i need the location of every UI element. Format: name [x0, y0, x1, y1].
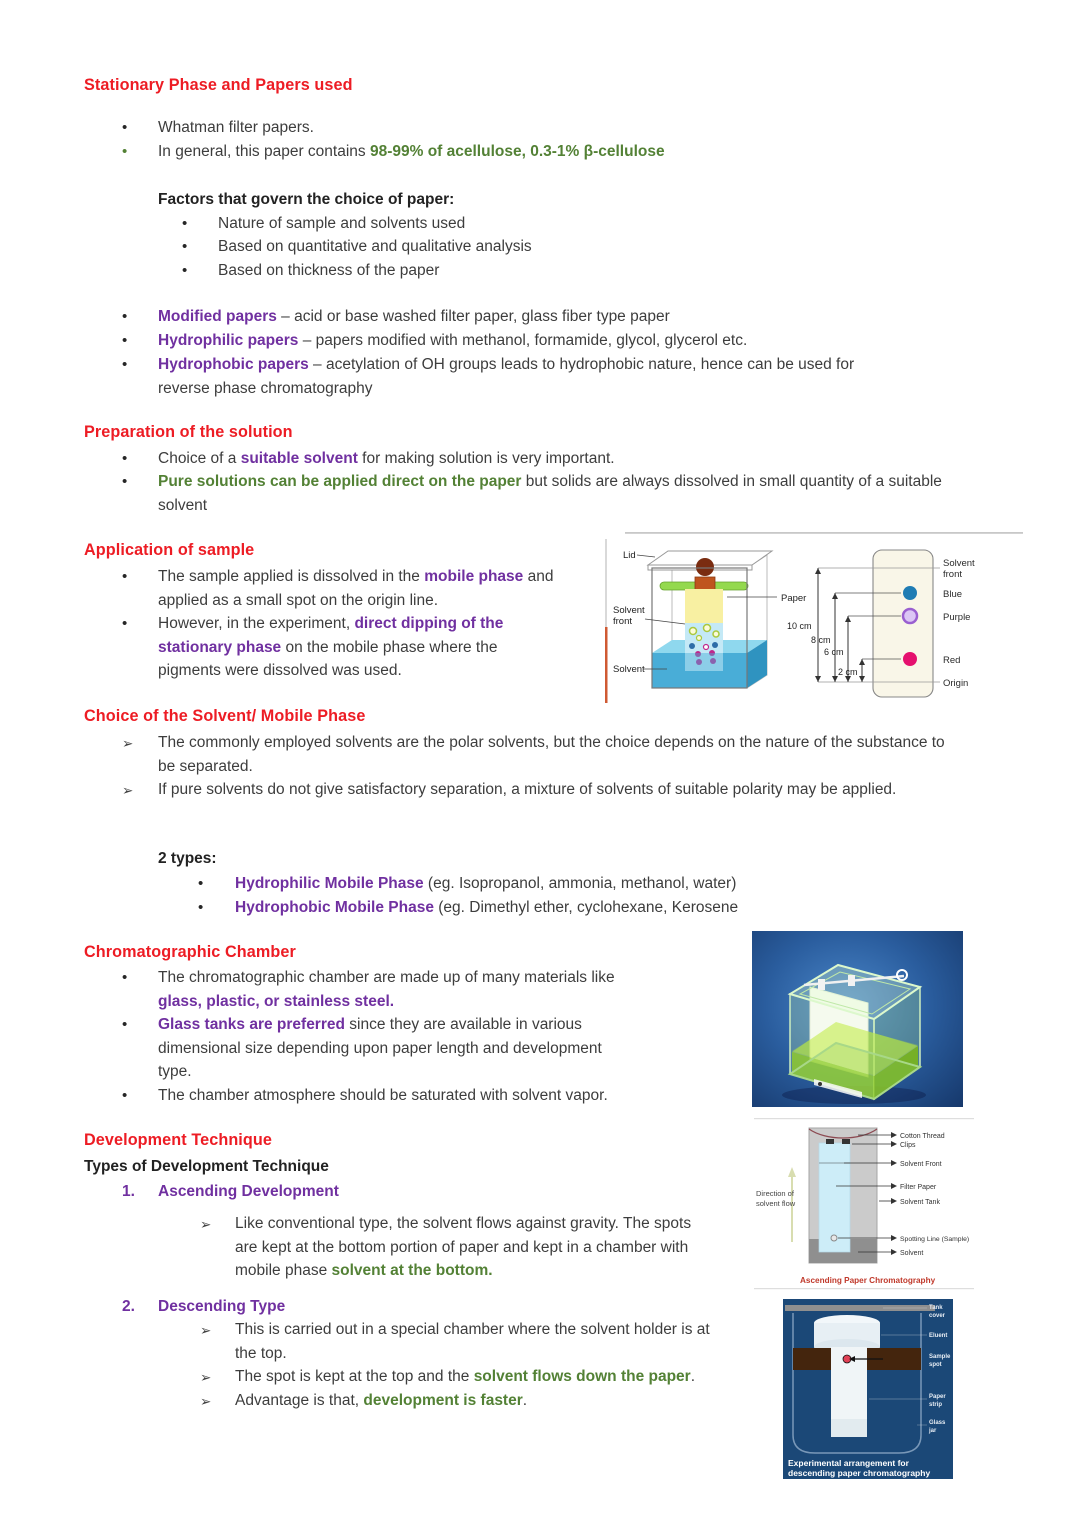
list-item	[122, 1084, 782, 1108]
dim-8cm: 8 cm	[811, 635, 831, 645]
bullet-icon: •	[182, 262, 188, 279]
highlight-purple: Hydrophobic Mobile Phase	[235, 899, 434, 916]
list-item-text: The commonly employed solvents are the polar solvents, but the choice depends on the nature of the substance to be separated.	[158, 734, 945, 775]
list-item-text: If pure solvents do not give satisfactory separation, a mixture of solvents of suitable polarity may be applied.	[158, 781, 897, 798]
text-run: for making solution is very important.	[357, 450, 615, 467]
highlight-purple: Hydrophobic papers	[158, 356, 309, 373]
arrow-bullet-icon: ➢	[122, 736, 134, 751]
list-item	[122, 612, 558, 683]
label-solvent: Solvent	[613, 664, 645, 675]
list-item	[122, 778, 968, 803]
dim-2cm: 2 cm	[838, 667, 858, 677]
label-direction-2: solvent flow	[756, 1199, 796, 1208]
section-title-chromatographic-chamber: Chromatographic Chamber	[84, 943, 296, 961]
numbered-item	[122, 1180, 622, 1204]
dim-6cm: 6 cm	[824, 647, 844, 657]
list-item-text	[235, 1212, 705, 1283]
highlight-green: 98-99% of acellulose, 0.3-1% β-cellulose	[369, 143, 665, 160]
descending-caption-1: Experimental arrangement for	[788, 1458, 909, 1468]
list-item-text	[158, 470, 958, 517]
list-item	[122, 470, 958, 517]
arrow-bullet-icon: ➢	[200, 1394, 212, 1409]
bullet-icon: •	[182, 215, 188, 232]
highlight-green: solvent flows down the paper	[473, 1368, 691, 1385]
label-clips: Clips	[900, 1142, 916, 1149]
bullet-icon: •	[198, 875, 204, 892]
figure-descending-chromatography	[783, 1299, 953, 1479]
list-item	[122, 447, 982, 471]
text-run: Choice of a	[158, 450, 241, 467]
list-item-text: Based on quantitative and qualitative analysis	[218, 238, 532, 255]
arrow-bullet-icon: ➢	[122, 783, 134, 798]
bullet-icon: •	[182, 238, 188, 255]
text-run: (eg. Dimethyl ether, cyclohexane, Kerosene	[433, 899, 739, 916]
text-run: Like conventional type, the solvent flows against gravity. The spots are kept at the bottom portion of paper and kept in a chamber with mobile phase	[235, 1215, 692, 1280]
highlight-purple: Hydrophilic papers	[158, 332, 299, 349]
label-glass-jar-2: jar	[929, 1428, 937, 1434]
list-item	[122, 731, 968, 778]
numbered-item-label: Ascending Development	[158, 1183, 339, 1200]
text-run: .	[690, 1368, 696, 1385]
text-run: and applied as a small spot on the origin line.	[158, 568, 554, 609]
list-item	[200, 1212, 708, 1283]
dim-10cm: 10 cm	[787, 621, 812, 631]
label-paper: Paper	[781, 593, 807, 604]
label-direction-1: Direction of	[756, 1189, 794, 1198]
list-item	[198, 896, 938, 920]
highlight-green: development is faster	[363, 1392, 523, 1409]
label-blue: Blue	[943, 589, 963, 600]
arrow-bullet-icon: ➢	[200, 1370, 212, 1385]
list-item-text	[158, 966, 638, 1013]
label-eluent: Eluent	[929, 1333, 948, 1339]
text-run: – acetylation of OH groups leads to hydrophobic nature, hence can be used for reverse phase chromatography	[158, 356, 855, 397]
label-cotton-thread: Cotton Thread	[900, 1133, 945, 1140]
text-run: The sample applied is dissolved in the	[158, 568, 425, 585]
item-number: 1.	[122, 1183, 135, 1200]
list-item	[182, 212, 982, 236]
arrow-bullet-icon: ➢	[200, 1323, 212, 1338]
section-title-development-technique: Development Technique	[84, 1131, 272, 1149]
list-item	[200, 1365, 800, 1390]
list-item	[200, 1389, 800, 1414]
list-item	[122, 329, 898, 353]
list-item	[122, 140, 1022, 164]
list-item-text: The chamber atmosphere should be saturated with solvent vapor.	[158, 1087, 608, 1104]
descending-diagram-svg	[783, 1299, 953, 1479]
text-run: – acid or base washed filter paper, glass fiber type paper	[276, 308, 670, 325]
list-item-text	[158, 140, 1022, 164]
list-item-text	[235, 1389, 800, 1413]
highlight-purple: direct dipping of the stationary phase	[158, 615, 504, 656]
label-solvent: Solvent	[900, 1250, 924, 1257]
text-run: but solids are always dissolved in small quantity of a suitable solvent	[158, 473, 942, 514]
section-title-stationary-phase: Stationary Phase and Papers used	[84, 76, 353, 94]
bullet-icon: •	[122, 143, 128, 160]
text-run: – papers modified with methanol, formamide, glycol, glycerol etc.	[298, 332, 748, 349]
numbered-item-label: Descending Type	[158, 1298, 286, 1315]
highlight-purple: Modified papers	[158, 308, 277, 325]
label-paper-strip-1: Paper	[929, 1394, 946, 1400]
label-spotting-line: Spotting Line (Sample)	[900, 1236, 970, 1243]
figure-chromatography-diagram	[605, 531, 1030, 707]
label-solvent-tank: Solvent Tank	[900, 1199, 940, 1206]
figure-ascending-chromatography	[748, 1117, 980, 1291]
list-item	[182, 235, 982, 259]
list-item-text	[158, 565, 558, 612]
list-item-text	[158, 447, 982, 471]
bullet-icon: •	[122, 1087, 128, 1104]
list-item-text: This is carried out in a special chamber where the solvent holder is at the top.	[235, 1321, 710, 1362]
label-red: Red	[943, 655, 961, 666]
bullet-icon: •	[122, 473, 128, 490]
ascending-caption: Ascending Paper Chromatography	[800, 1276, 936, 1285]
label-solvent-front-2: front	[613, 616, 633, 627]
list-item-text	[158, 305, 898, 329]
list-item-text	[158, 329, 898, 353]
label-strip-solvent-front-2: front	[943, 569, 963, 580]
list-item	[122, 966, 642, 1013]
text-run: (eg. Isopropanol, ammonia, methanol, water)	[423, 875, 737, 892]
list-item-text	[235, 896, 938, 920]
glass-tank-svg	[752, 931, 963, 1107]
text-run: since they are available in various dimensional size depending upon paper length and development type.	[158, 1016, 602, 1081]
list-item	[200, 1318, 728, 1365]
list-item-text	[158, 1013, 628, 1084]
list-item	[122, 116, 1022, 140]
two-types-title: 2 types:	[158, 850, 217, 867]
list-item	[198, 872, 938, 896]
arrow-bullet-icon: ➢	[200, 1217, 212, 1232]
label-glass-jar-1: Glass	[929, 1420, 946, 1426]
list-item-text: Whatman filter papers.	[158, 119, 314, 136]
bullet-icon: •	[122, 332, 128, 349]
highlight-purple: Hydrophilic Mobile Phase	[235, 875, 424, 892]
label-paper-strip-2: strip	[929, 1402, 943, 1408]
bullet-icon: •	[122, 119, 128, 136]
section-title-preparation: Preparation of the solution	[84, 423, 293, 441]
list-item	[122, 1013, 632, 1084]
ascending-diagram-svg	[748, 1117, 980, 1291]
bullet-icon: •	[122, 568, 128, 585]
types-of-development-title: Types of Development Technique	[84, 1158, 329, 1175]
section-title-choice-of-solvent: Choice of the Solvent/ Mobile Phase	[84, 707, 366, 725]
list-item	[182, 259, 982, 283]
highlight-green: Pure solutions can be applied direct on the paper	[158, 473, 522, 490]
bullet-icon: •	[198, 899, 204, 916]
label-origin: Origin	[943, 678, 969, 689]
list-item	[122, 565, 558, 612]
list-item-text	[235, 1365, 800, 1389]
section-title-application: Application of sample	[84, 541, 255, 559]
highlight-green: solvent at the bottom.	[331, 1262, 493, 1280]
list-item	[122, 353, 898, 400]
factors-title: Factors that govern the choice of paper:	[158, 191, 455, 208]
descending-caption-2: descending paper chromatography	[788, 1468, 931, 1478]
highlight-purple: Glass tanks are preferred	[158, 1016, 345, 1033]
bullet-icon: •	[122, 450, 128, 467]
numbered-item	[122, 1295, 622, 1319]
label-tank-cover-1: Tank	[929, 1305, 943, 1311]
label-sample-spot-1: Sample	[929, 1354, 951, 1360]
highlight-purple: glass, plastic, or stainless steel.	[158, 992, 395, 1010]
bullet-icon: •	[122, 308, 128, 325]
text-run: In general, this paper contains	[158, 143, 370, 160]
label-tank-cover-2: cover	[929, 1313, 946, 1319]
label-sample-spot-2: spot	[929, 1362, 942, 1368]
text-run: The spot is kept at the top and the	[235, 1368, 474, 1385]
text-run: Advantage is that,	[235, 1392, 364, 1409]
list-item-text	[158, 353, 898, 400]
text-run: The chromatographic chamber are made up of many materials like	[158, 969, 615, 986]
highlight-purple: suitable solvent	[240, 450, 358, 467]
list-item-text: Based on thickness of the paper	[218, 262, 440, 279]
item-number: 2.	[122, 1298, 135, 1315]
highlight-purple: mobile phase	[424, 568, 524, 585]
label-solvent-front: Solvent Front	[900, 1161, 942, 1168]
label-purple: Purple	[943, 612, 971, 623]
bullet-icon: •	[122, 356, 128, 373]
text-run: .	[522, 1392, 528, 1409]
list-item-text: Nature of sample and solvents used	[218, 215, 466, 232]
list-item-text	[235, 872, 938, 896]
label-strip-solvent-front-1: Solvent	[943, 558, 975, 569]
label-lid: Lid	[623, 550, 636, 561]
list-item	[122, 305, 898, 329]
text-run: However, in the experiment,	[158, 615, 355, 632]
bullet-icon: •	[122, 969, 128, 986]
label-filter-paper: Filter Paper	[900, 1184, 937, 1191]
list-item-text	[158, 612, 558, 683]
bullet-icon: •	[122, 615, 128, 632]
chromatography-diagram-svg	[605, 531, 1030, 707]
bullet-icon: •	[122, 1016, 128, 1033]
text-run: on the mobile phase where the pigments were dissolved was used.	[158, 638, 498, 680]
figure-glass-tank-photo	[752, 931, 963, 1107]
label-solvent-front-1: Solvent	[613, 605, 645, 616]
